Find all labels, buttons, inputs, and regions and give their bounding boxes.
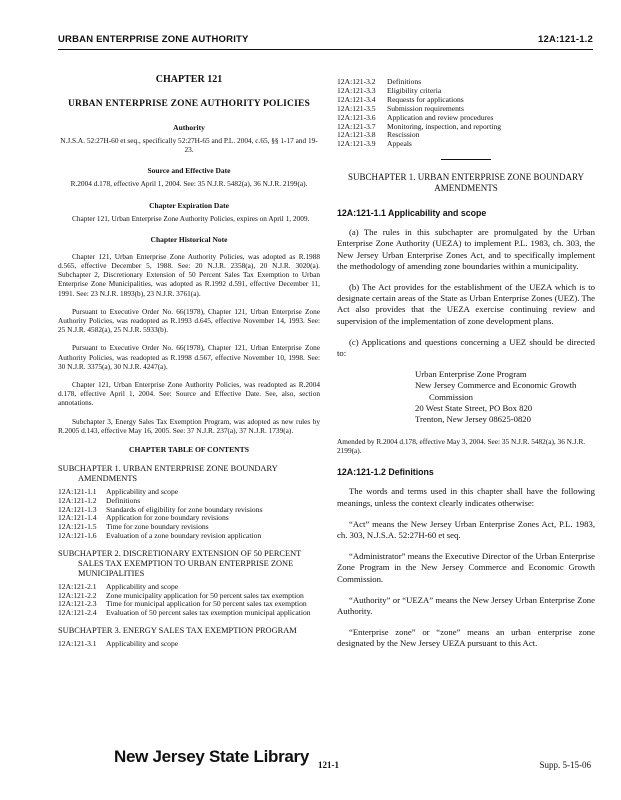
header-section: 12A:121-1.2 [537, 34, 593, 45]
header-rule [58, 49, 593, 50]
chapter-number: CHAPTER 121 [155, 74, 223, 85]
divider [441, 159, 491, 160]
library-watermark: New Jersey State Library [114, 747, 310, 766]
address-block: Urban Enterprise Zone Program New Jersey Commerce and Economic Growth Commission 20 West State Street, PO Box 820 Trenton, New Jersey 08625-0820 [415, 369, 577, 425]
amendment-note: Amended by R.2004 d.178, effective May 3, 2004. See: 35 N.J.R. 5482(a), 36 N.J.R. 2199(a). [337, 437, 586, 456]
source-heading: Source and Effective Date [147, 166, 231, 176]
toc-item: 12A:121-3.7 Monitoring, inspection, and reporting [337, 121, 502, 131]
history-paragraph: Pursuant to Executive Order No. 66(1978), Chapter 121, Urban Enterprise Zone Authority Policies, was readopted as R.1998 d.567, effective November 10, 1998. See: 30 N.J.R. 3375(a), 30 N.J.R. 4247(a). [58, 343, 320, 371]
toc-item: 12A:121-3.1 Applicability and scope [58, 639, 179, 649]
toc-item: 12A:121-2.3 Time for municipal application for 50 percent sales tax exemption [58, 599, 307, 609]
subchapter-heading: SUBCHAPTER 1. URBAN ENTERPRISE ZONE BOUNDARY AMENDMENTS [347, 172, 585, 194]
toc-item: 12A:121-3.8 Rescission [337, 130, 420, 140]
supplement-date: Supp. 5-15-06 [539, 760, 591, 770]
history-heading: Chapter Historical Note [150, 234, 228, 244]
toc-item: 12A:121-1.1 Applicability and scope [58, 487, 179, 497]
toc-subchapter-title: SUBCHAPTER 1. URBAN ENTERPRISE ZONE BOUNDARY AMENDMENTS [58, 464, 278, 484]
toc-item: 12A:121-2.2 Zone municipality application for 50 percent sales tax exemption [58, 590, 304, 600]
header-title: URBAN ENTERPRISE ZONE AUTHORITY [58, 34, 249, 45]
left-column [58, 74, 320, 657]
expiration-heading: Chapter Expiration Date [149, 200, 229, 210]
body-paragraph: (a) The rules in this subchapter are promulgated by the Urban Enterprise Zone Authority (UEZA) to implement P.L. 1983, ch. 303, the New Jersey Urban Enterprise Zones Act, and to specifically implement the methodology of amending zone boundaries within a municipality. [337, 227, 595, 271]
chapter-title: URBAN ENTERPRISE ZONE AUTHORITY POLICIES [67, 99, 311, 109]
toc-subchapter-2 [58, 549, 320, 618]
running-header [58, 34, 593, 48]
toc-item: 12A:121-3.5 Submission requirements [337, 103, 464, 113]
definition-paragraph: “Act” means the New Jersey Urban Enterprise Zones Act, P.L. 1983, ch. 303, N.J.S.A. 52:27H-60 et seq. [337, 518, 595, 540]
page-number: 121-1 [318, 760, 339, 770]
toc-item: 12A:121-1.6 Evaluation of a zone boundary revision application [58, 531, 262, 541]
definition-paragraph: “Administrator” means the Executive Director of the Urban Enterprise Zone Program in the New Jersey Commerce and Economic Growth Commission. [337, 551, 595, 584]
toc-item: 12A:121-3.4 Requests for applications [337, 94, 464, 104]
toc-subchapter-1 [58, 464, 320, 541]
history-paragraph: Chapter 121, Urban Enterprise Zone Authority Policies, was readopted as R.2004 d.178, effective April 1, 2004. See: Source and Effective Date. See, also, section annotations. [58, 380, 320, 408]
toc-item: 12A:121-3.6 Application and review procedures [337, 112, 494, 122]
section-heading: 12A:121-1.2 Definitions [337, 467, 434, 478]
toc-item: 12A:121-1.2 Definitions [58, 495, 141, 505]
toc-item: 12A:121-2.1 Applicability and scope [58, 581, 179, 591]
toc-item: 12A:121-2.4 Evaluation of 50 percent sales tax exemption municipal application [58, 608, 311, 618]
history-paragraph: Pursuant to Executive Order No. 66(1978), Chapter 121, Urban Enterprise Zone Authority Policies, was readopted as R.1993 d.645, effective November 14, 1993. See: 25 N.J.R. 4582(a), 25 N.J.R. 5933(b). [58, 306, 320, 335]
right-column [337, 78, 595, 660]
expiration-text: Chapter 121, Urban Enterprise Zone Authority Policies, expires on April 1, 2009. [72, 213, 310, 223]
toc-subchapter-3 [58, 626, 320, 649]
toc-item: 12A:121-1.4 Application for zone boundary revisions [58, 513, 229, 523]
toc-item: 12A:121-3.9 Appeals [337, 139, 412, 149]
toc-continued [337, 78, 595, 149]
toc-item: 12A:121-3.2 Definitions [337, 77, 422, 86]
authority-heading: Authority [173, 123, 205, 132]
toc-item: 12A:121-3.3 Eligibility criteria [337, 85, 442, 95]
body-paragraph: (b) The Act provides for the establishment of the UEZA which is to designate certain areas of the State as Urban Enterprise Zones (UEZ). The Act also provides that the UEZA exercise continuing review and supervision of the implementation of zone development plans. [337, 282, 595, 326]
toc-item: 12A:121-1.3 Standards of eligibility for zone boundary revisions [58, 504, 263, 514]
definition-paragraph: “Enterprise zone” or “zone” means an urban enterprise zone designated by the New Jersey UEZA pursuant to this Act. [337, 627, 595, 649]
body-paragraph: The words and terms used in this chapter shall have the following meanings, unless the context clearly indicates otherwise: [337, 486, 595, 508]
history-paragraph: Chapter 121, Urban Enterprise Zone Authority Policies, was adopted as R.1988 d.565, effective December 5, 1988. See: 20 N.J.R. 2358(a), 20 N.J.R. 3020(a). Subchapter 2, Discretionary Extension of 50 Percent Sales Tax Exemption to Urban Enterprise Zone Municipalities, was adopted as R.1992 d.591, effective December 11, 1991. See: 23 N.J.R. 1893(b), 23 N.J.R. 3761(a). [58, 251, 320, 298]
definition-paragraph: “Authority” or “UEZA” means the New Jersey Urban Enterprise Zone Authority. [337, 594, 595, 616]
toc-subchapter-title: SUBCHAPTER 3. ENERGY SALES TAX EXEMPTION PROGRAM [58, 626, 297, 636]
authority-text: N.J.S.A. 52:27H-60 et seq., specifically 52:27H-65 and P.L. 2004, c.65, §§ 1-17 and 19-23. [60, 136, 318, 155]
toc-subchapter-title: SUBCHAPTER 2. DISCRETIONARY EXTENSION OF 50 PERCENT SALES TAX EXEMPTION TO URBAN ENTERPRISE ZONE MUNICIPALITIES [58, 548, 302, 578]
toc-title: CHAPTER TABLE OF CONTENTS [129, 445, 249, 455]
toc-item: 12A:121-1.5 Time for zone boundary revisions [58, 522, 209, 532]
section-heading: 12A:121-1.1 Applicability and scope [337, 208, 487, 219]
body-paragraph: (c) Applications and questions concerning a UEZ should be directed to: [337, 336, 595, 359]
history-paragraph: Subchapter 3, Energy Sales Tax Exemption Program, was adopted as new rules by R.2005 d.143, effective May 16, 2005. See: 37 N.J.R. 237(a), 37 N.J.R. 1739(a). [58, 416, 320, 435]
source-text: R.2004 d.178, effective April 1, 2004. See: 35 N.J.R. 5482(a), 36 N.J.R. 2199(a). [70, 179, 308, 189]
